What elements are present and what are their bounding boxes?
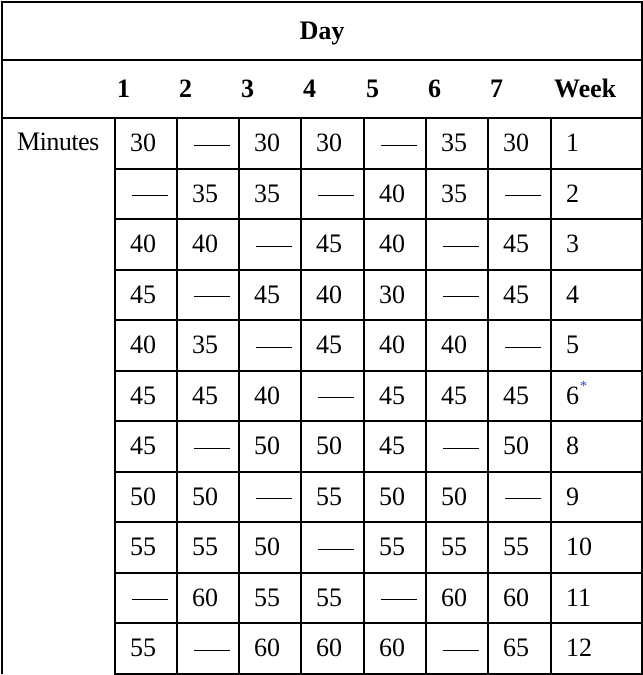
rest-day-dash (256, 347, 292, 348)
week-number: 8 (566, 431, 579, 461)
minutes-cell: 40 (115, 320, 177, 371)
week-number-cell (551, 623, 642, 674)
rest-day-cell (177, 623, 239, 674)
rest-day-dash (505, 195, 541, 196)
minutes-cell: 40 (364, 169, 426, 220)
week-number-cell (551, 573, 642, 624)
minutes-cell: 30 (115, 118, 177, 169)
minutes-cell: 55 (115, 522, 177, 573)
minutes-cell: 40 (364, 219, 426, 270)
minutes-cell: 45 (426, 371, 488, 422)
minutes-cell: 45 (115, 371, 177, 422)
minutes-cell: 50 (426, 472, 488, 523)
day-number-header: 7 (488, 60, 551, 118)
day-group-header: Day (2, 2, 642, 60)
week-number-cell (551, 522, 642, 573)
minutes-cell: 30 (488, 118, 551, 169)
rest-day-cell (239, 219, 301, 270)
rest-day-cell (364, 118, 426, 169)
minutes-cell: 35 (239, 169, 301, 220)
rest-day-dash (318, 549, 354, 550)
minutes-cell: 35 (177, 320, 239, 371)
minutes-cell: 50 (177, 472, 239, 523)
rest-day-cell (115, 169, 177, 220)
rest-day-cell (301, 371, 364, 422)
day-number-header: 2 (177, 60, 239, 118)
minutes-cell: 50 (115, 472, 177, 523)
minutes-cell: 60 (177, 573, 239, 624)
week-number: 12 (566, 633, 592, 663)
minutes-cell: 60 (488, 573, 551, 624)
week-column-header: Week (551, 60, 642, 118)
rest-day-cell (488, 169, 551, 220)
minutes-row-label: Minutes (2, 118, 115, 674)
minutes-cell: 40 (364, 320, 426, 371)
rest-day-cell (239, 472, 301, 523)
minutes-cell: 35 (177, 169, 239, 220)
minutes-cell: 45 (488, 270, 551, 321)
rest-day-dash (443, 650, 479, 651)
week-number-cell (551, 421, 642, 472)
minutes-cell: 35 (426, 118, 488, 169)
minutes-cell: 40 (115, 219, 177, 270)
rest-day-dash (318, 397, 354, 398)
minutes-cell: 30 (364, 270, 426, 321)
rest-day-cell (488, 320, 551, 371)
minutes-cell: 45 (364, 421, 426, 472)
week-number-cell (551, 472, 642, 523)
rest-day-cell (426, 270, 488, 321)
week-number-cell (551, 270, 642, 321)
week-number-cell (551, 118, 642, 169)
rest-day-dash (443, 296, 479, 297)
minutes-cell: 45 (301, 219, 364, 270)
rest-day-cell (115, 573, 177, 624)
minutes-cell: 55 (301, 472, 364, 523)
minutes-cell: 45 (301, 320, 364, 371)
rest-day-dash (194, 448, 230, 449)
minutes-cell: 55 (488, 522, 551, 573)
rest-day-dash (443, 246, 479, 247)
minutes-cell: 50 (488, 421, 551, 472)
minutes-cell: 45 (364, 371, 426, 422)
minutes-cell: 55 (301, 573, 364, 624)
minutes-cell: 45 (115, 421, 177, 472)
rest-day-cell (177, 270, 239, 321)
rest-day-dash (381, 145, 417, 146)
minutes-cell: 45 (115, 270, 177, 321)
rest-day-dash (318, 195, 354, 196)
rest-day-cell (301, 522, 364, 573)
minutes-cell: 60 (301, 623, 364, 674)
day-number-header: 3 (239, 60, 301, 118)
week-number: 9 (566, 481, 579, 511)
minutes-cell: 55 (115, 623, 177, 674)
minutes-cell: 35 (426, 169, 488, 220)
rest-day-dash (194, 145, 230, 146)
minutes-cell: 40 (301, 270, 364, 321)
header-row-group (2, 2, 642, 60)
week-number-cell (551, 371, 642, 422)
rest-day-cell (301, 169, 364, 220)
rest-day-dash (132, 599, 168, 600)
rest-day-cell (177, 118, 239, 169)
rest-day-dash (256, 246, 292, 247)
rest-day-dash (381, 599, 417, 600)
rest-day-dash (256, 498, 292, 499)
minutes-cell: 45 (488, 371, 551, 422)
rest-day-dash (505, 347, 541, 348)
week-number: 5 (566, 330, 579, 360)
rest-day-cell (488, 472, 551, 523)
minutes-cell: 55 (364, 522, 426, 573)
rest-day-cell (177, 421, 239, 472)
rest-day-dash (132, 195, 168, 196)
minutes-cell: 55 (426, 522, 488, 573)
day-number-header: 4 (301, 60, 364, 118)
minutes-cell: 40 (239, 371, 301, 422)
minutes-cell: 50 (239, 522, 301, 573)
rest-day-dash (194, 650, 230, 651)
minutes-cell: 50 (364, 472, 426, 523)
minutes-cell: 30 (301, 118, 364, 169)
week-number: 11 (566, 582, 592, 612)
week-number: 6 (566, 380, 579, 410)
week-number: 2 (566, 178, 579, 208)
day-number-header: 5 (364, 60, 426, 118)
corner-empty-cell (2, 60, 115, 118)
rest-day-cell (426, 623, 488, 674)
minutes-cell: 45 (488, 219, 551, 270)
minutes-cell: 60 (239, 623, 301, 674)
rest-day-dash (194, 296, 230, 297)
minutes-cell: 40 (177, 219, 239, 270)
week-number: 1 (566, 128, 579, 158)
week-number-cell (551, 320, 642, 371)
day-number-header: 6 (426, 60, 488, 118)
rest-day-cell (426, 421, 488, 472)
week-number: 3 (566, 229, 579, 259)
rest-day-cell (364, 573, 426, 624)
minutes-cell: 65 (488, 623, 551, 674)
minutes-cell: 60 (426, 573, 488, 624)
minutes-cell: 45 (239, 270, 301, 321)
week-number-cell (551, 219, 642, 270)
rest-day-dash (443, 448, 479, 449)
week-number: 4 (566, 279, 579, 309)
footnote-marker[interactable]: * (580, 378, 587, 394)
header-row-columns (2, 60, 642, 118)
minutes-cell: 40 (426, 320, 488, 371)
minutes-cell: 50 (301, 421, 364, 472)
minutes-cell: 45 (177, 371, 239, 422)
minutes-cell: 60 (364, 623, 426, 674)
rest-day-cell (239, 320, 301, 371)
minutes-cell: 55 (177, 522, 239, 573)
day-number-header: 1 (115, 60, 177, 118)
rest-day-dash (505, 498, 541, 499)
minutes-cell: 50 (239, 421, 301, 472)
minutes-cell: 30 (239, 118, 301, 169)
week-number-cell (551, 169, 642, 220)
table-row (2, 118, 642, 169)
week-number: 10 (566, 532, 592, 562)
exercise-schedule-table (1, 1, 643, 675)
minutes-cell: 55 (239, 573, 301, 624)
rest-day-cell (426, 219, 488, 270)
